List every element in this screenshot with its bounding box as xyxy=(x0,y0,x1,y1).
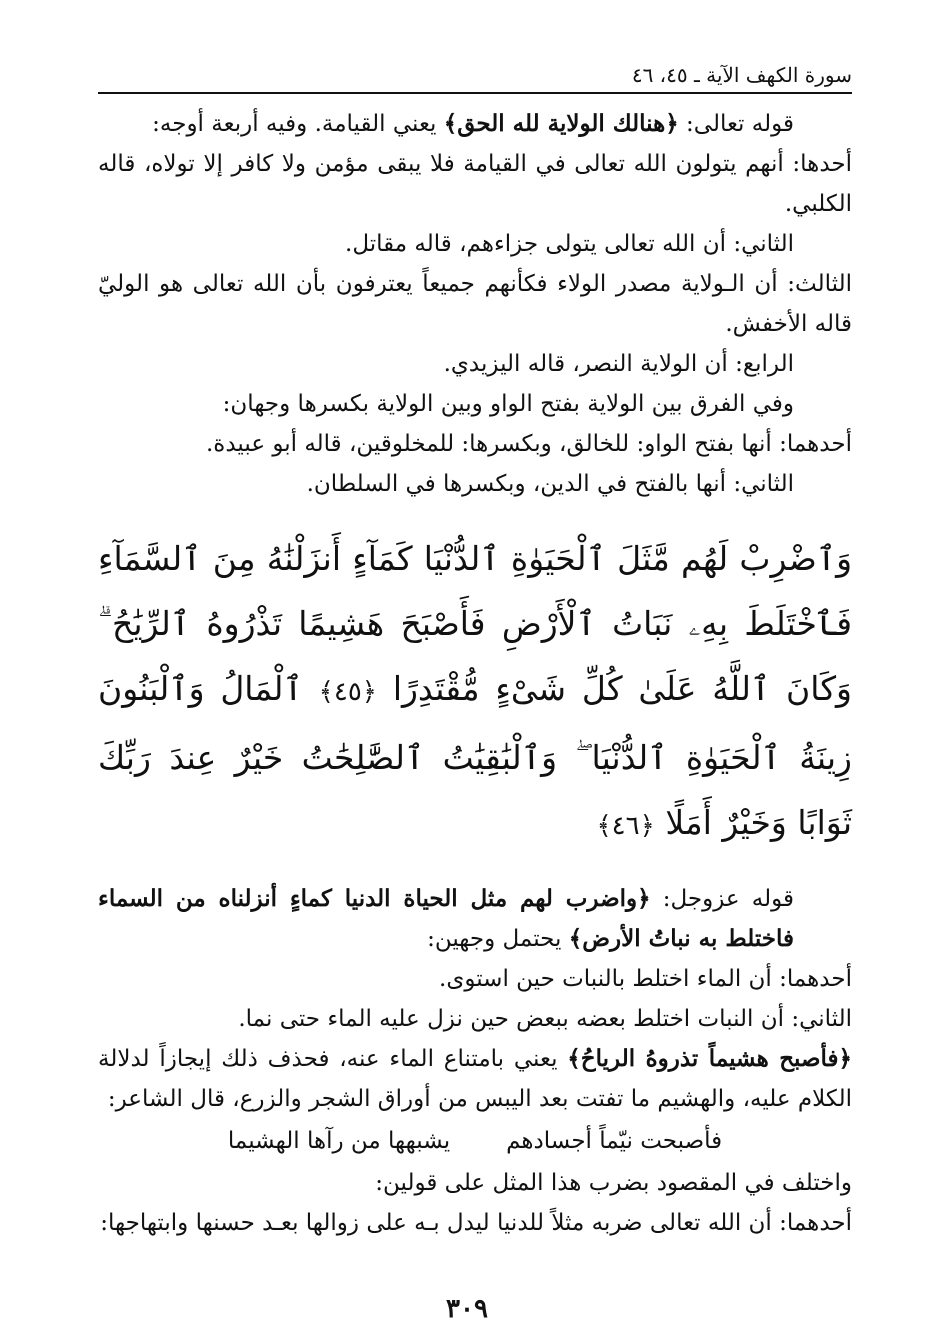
section2-paragraph-1: أحدهما: أن الماء اختلط بالنبات حين استوى. xyxy=(439,966,852,992)
section1-intro xyxy=(98,104,852,144)
section1-paragraph-4: الرابع: أن الولاية النصر، قاله اليزيدي. xyxy=(443,351,794,377)
quran-verse-46: ٱلْمَالُ وَٱلْبَنُونَ زِينَةُ ٱلْحَيَوٰةِ ٱلدُّنْيَا ۖ وَٱلْبَٰقِيَٰتُ ٱلصَّٰلِحَٰتُ خَيْرٌ عِندَ رَبِّكَ ثَوَابًا وَخَيْرٌ أَمَلًا xyxy=(98,669,852,842)
poetry-verse xyxy=(98,1121,852,1161)
section2-paragraph-5: أحدهما: أن الله تعالى ضربه مثلاً للدنيا ليدل بـه على زوالها بعـد حسنها وابتهاجها: xyxy=(100,1210,852,1236)
poetry-hemistich-1: فأصبحت نيّماً أجسادهم xyxy=(506,1128,723,1154)
section1-intro-a: قوله تعالى: xyxy=(678,111,794,137)
section1-paragraph-6: أحدهما: أنها بفتح الواو: للخالق، وبكسرها: للمخلوقين، قاله أبو عبيدة. xyxy=(206,431,852,457)
poetry-hemistich-2: يشبهها من رآها الهشيما xyxy=(227,1128,451,1154)
section2-intro-a: قوله عزوجل: xyxy=(650,886,794,912)
section2-intro-quote: ﴿واضرب لهم مثل الحياة الدنيا كماءٍ أنزلناه من السماء فاختلط به نباتُ الأرض﴾ xyxy=(98,885,794,952)
section2-paragraph-4: واختلف في المقصود بضرب هذا المثل على قولين: xyxy=(375,1170,852,1196)
page-header xyxy=(98,58,852,94)
page-body xyxy=(98,104,852,1243)
section2-paragraph-2: الثاني: أن النبات اختلط بعضه ببعض حين نزل عليه الماء حتى نما. xyxy=(238,1006,852,1032)
section1-paragraph-2: الثاني: أن الله تعالى يتولى جزاءهم، قاله مقاتل. xyxy=(345,231,794,257)
section1-intro-quote: ﴿هنالك الولاية لله الحق﴾ xyxy=(443,110,679,137)
page-number: ٣٠٩ xyxy=(446,1294,488,1324)
quran-verse-45: وَٱضْرِبْ لَهُم مَّثَلَ ٱلْحَيَوٰةِ ٱلدُّنْيَا كَمَآءٍ أَنزَلْنَٰهُ مِنَ ٱلسَّمَآءِ فَٱخْتَلَطَ بِهِۦ نَبَاتُ ٱلْأَرْضِ فَأَصْبَحَ هَشِيمًا تَذْرُوهُ ٱلرِّيَٰحُ ۗ وَكَانَ ٱللَّهُ عَلَىٰ كُلِّ شَىْءٍ مُّقْتَدِرًا xyxy=(98,539,852,708)
section1-paragraph-1: أحدها: أنهم يتولون الله تعالى في القيامة فلا يبقى مؤمن ولا كافر إلا تولاه، قاله الكلبي. xyxy=(98,151,852,217)
section2-paragraph-3 xyxy=(98,1039,852,1119)
quran-passage xyxy=(98,526,852,859)
section2-intro-b: يحتمل وجهين: xyxy=(427,926,569,952)
section1-paragraph-3: الثالث: أن الـولاية مصدر الولاء فكأنهم جميعاً يعترفون بأن الله تعالى هو الوليّ قاله الأخفش. xyxy=(98,271,852,337)
ayah-number-46: ﴿٤٦﴾ xyxy=(596,811,655,841)
section2-paragraph-3-quote: ﴿فأصبح هشيماً تذروهُ الرياحُ﴾ xyxy=(567,1045,852,1072)
section2-intro xyxy=(98,879,852,959)
section2-paragraph-3-rest: يعني بامتناع الماء عنه، فحذف ذلك إيجازاً لدلالة الكلام عليه، والهشيم ما تفتت بعد اليبس من أوراق الشجر والزرع، قال الشاعر: xyxy=(98,1046,852,1112)
ayah-number-45: ﴿٤٥﴾ xyxy=(318,677,378,707)
section1-paragraph-7: الثاني: أنها بالفتح في الدين، وبكسرها في السلطان. xyxy=(306,471,794,497)
header-title: سورة الكهف الآية ـ ٤٥، ٤٦ xyxy=(631,63,852,87)
section1-intro-b: يعني القيامة. وفيه أربعة أوجه: xyxy=(152,111,444,137)
section1-paragraph-5: وفي الفرق بين الولاية بفتح الواو وبين الولاية بكسرها وجهان: xyxy=(222,391,794,417)
